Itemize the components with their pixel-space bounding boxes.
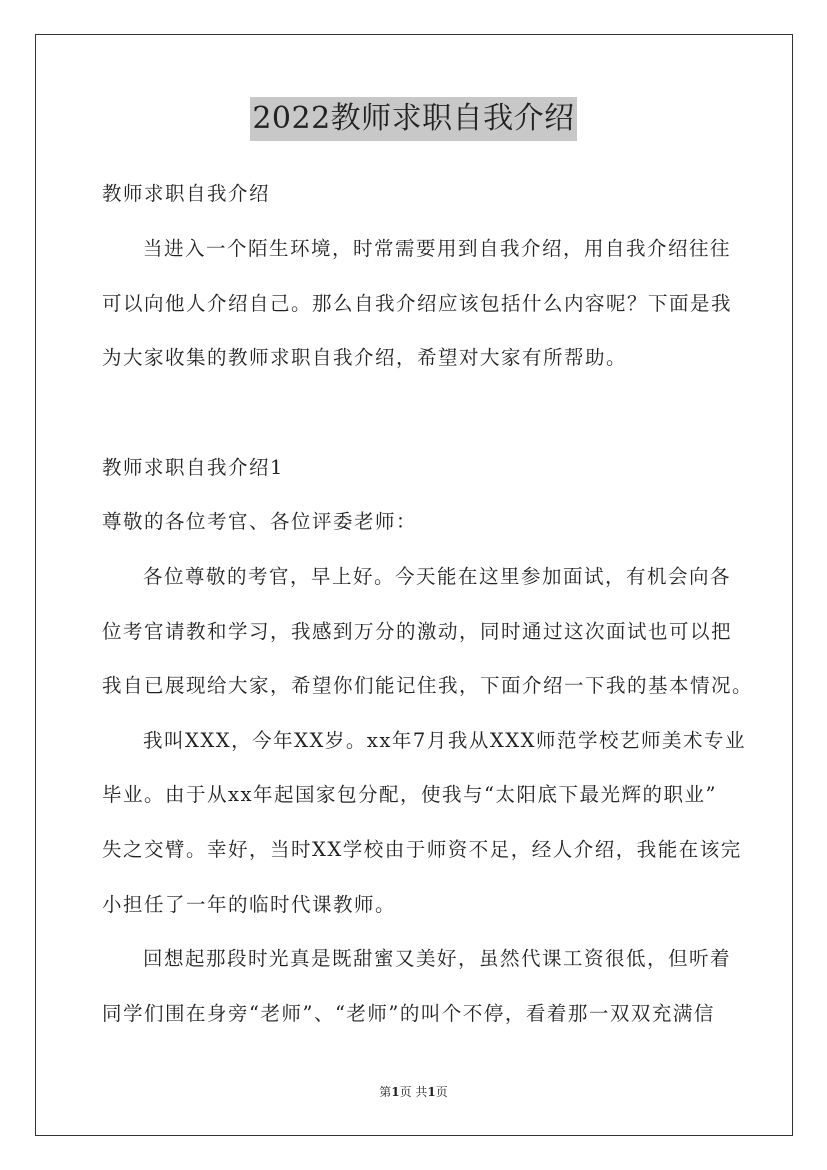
paragraph-line: 我自已展现给大家，希望你们能记住我，下面介绍一下我的基本情况。 bbox=[102, 674, 754, 697]
paragraph-line: 我叫XXX，今年XX岁。xx年7月我从XXX师范学校艺师美术专业 bbox=[143, 729, 746, 752]
paragraph-line: 同学们围在身旁“老师”、“老师”的叫个不停，看着那一双双充满信 bbox=[102, 1002, 715, 1025]
section-heading: 教师求职自我介绍1 bbox=[102, 456, 284, 479]
salutation: 尊敬的各位考官、各位评委老师： bbox=[102, 510, 418, 533]
paragraph-line: 为大家收集的教师求职自我介绍，希望对大家有所帮助。 bbox=[102, 346, 628, 369]
paragraph-line: 位考官请教和学习，我感到万分的激动，同时通过这次面试也可以把 bbox=[102, 620, 733, 643]
section-heading: 教师求职自我介绍 bbox=[102, 182, 271, 205]
paragraph-line: 当进入一个陌生环境，时常需要用到自我介绍，用自我介绍往往 bbox=[143, 237, 732, 260]
document-title: 2022教师求职自我介绍 bbox=[250, 97, 576, 141]
title-wrap bbox=[0, 97, 827, 141]
footer-mid: 页 共 bbox=[399, 1085, 428, 1099]
footer-suffix: 页 bbox=[435, 1085, 448, 1099]
paragraph-line: 各位尊敬的考官，早上好。今天能在这里参加面试，有机会向各 bbox=[143, 565, 732, 588]
page-footer bbox=[0, 1083, 827, 1100]
paragraph-line: 毕业。由于从xx年起国家包分配，使我与“太阳底下最光辉的职业” bbox=[102, 783, 717, 806]
paragraph-line: 可以向他人介绍自己。那么自我介绍应该包括什么内容呢？下面是我 bbox=[102, 292, 733, 315]
footer-prefix: 第 bbox=[379, 1085, 392, 1099]
paragraph-line: 小担任了一年的临时代课教师。 bbox=[102, 893, 397, 916]
current-page-number: 1 bbox=[391, 1085, 400, 1099]
paragraph-line: 回想起那段时光真是既甜蜜又美好，虽然代课工资很低，但听着 bbox=[143, 947, 732, 970]
paragraph-line: 失之交臂。幸好，当时XX学校由于师资不足，经人介绍，我能在该完 bbox=[102, 838, 742, 861]
total-page-number: 1 bbox=[427, 1085, 436, 1099]
